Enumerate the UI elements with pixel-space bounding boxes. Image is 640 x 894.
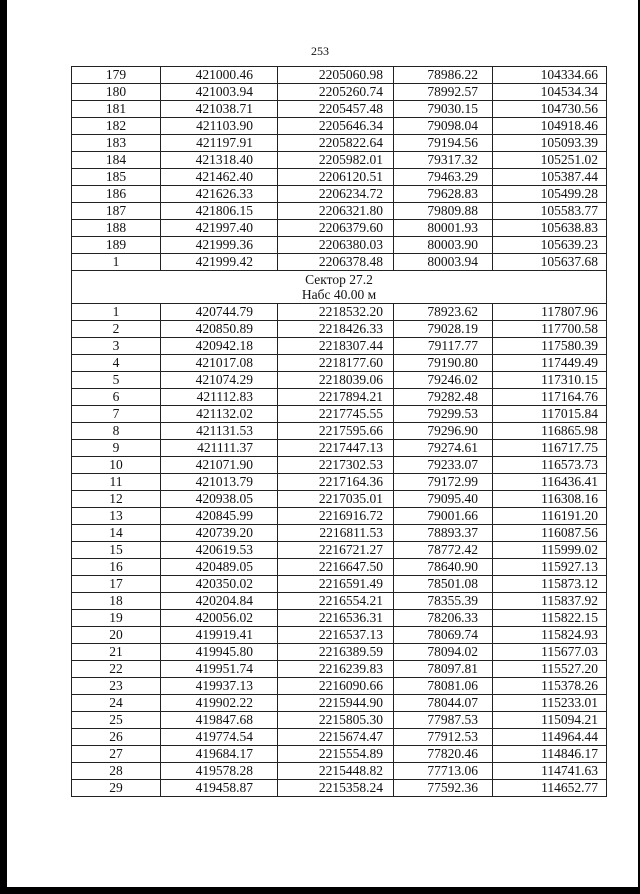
coord-x-local-cell: 79317.32 <box>394 152 493 169</box>
coord-y-cell: 2205822.64 <box>278 135 394 152</box>
coord-y-local-cell: 117164.76 <box>493 389 607 406</box>
coord-y-local-cell: 116436.41 <box>493 474 607 491</box>
coord-x-local-cell: 79463.29 <box>394 169 493 186</box>
coord-y-local-cell: 115378.26 <box>493 678 607 695</box>
coord-y-local-cell: 115233.01 <box>493 695 607 712</box>
section-header-group <box>72 271 607 304</box>
coord-x-cell: 420850.89 <box>161 321 278 338</box>
coord-x-cell: 421132.02 <box>161 406 278 423</box>
table-row <box>72 559 607 576</box>
coord-y-cell: 2217302.53 <box>278 457 394 474</box>
coord-y-local-cell: 115822.15 <box>493 610 607 627</box>
point-number-cell: 26 <box>72 729 161 746</box>
coord-x-cell: 420619.53 <box>161 542 278 559</box>
coord-x-cell: 420744.79 <box>161 304 278 321</box>
coord-x-local-cell: 79246.02 <box>394 372 493 389</box>
coord-x-local-cell: 80003.90 <box>394 237 493 254</box>
coord-x-local-cell: 78640.90 <box>394 559 493 576</box>
coord-x-cell: 420056.02 <box>161 610 278 627</box>
coord-y-local-cell: 115999.02 <box>493 542 607 559</box>
section-title: Сектор 27.2 <box>305 272 373 287</box>
coord-y-cell: 2218039.06 <box>278 372 394 389</box>
table-row <box>72 729 607 746</box>
point-number-cell: 183 <box>72 135 161 152</box>
coord-x-local-cell: 78044.07 <box>394 695 493 712</box>
coord-x-local-cell: 78069.74 <box>394 627 493 644</box>
coord-y-cell: 2218307.44 <box>278 338 394 355</box>
point-number-cell: 22 <box>72 661 161 678</box>
coord-x-local-cell: 78501.08 <box>394 576 493 593</box>
coord-x-local-cell: 79299.53 <box>394 406 493 423</box>
coord-y-cell: 2216554.21 <box>278 593 394 610</box>
point-number-cell: 189 <box>72 237 161 254</box>
coord-x-cell: 421997.40 <box>161 220 278 237</box>
coord-x-local-cell: 78097.81 <box>394 661 493 678</box>
coord-x-local-cell: 79282.48 <box>394 389 493 406</box>
coord-x-local-cell: 79172.99 <box>394 474 493 491</box>
coord-y-local-cell: 117449.49 <box>493 355 607 372</box>
coord-y-cell: 2216811.53 <box>278 525 394 542</box>
coord-y-cell: 2205646.34 <box>278 118 394 135</box>
coord-x-cell: 419684.17 <box>161 746 278 763</box>
point-number-cell: 11 <box>72 474 161 491</box>
coord-y-local-cell: 116191.20 <box>493 508 607 525</box>
table-row <box>72 695 607 712</box>
point-number-cell: 6 <box>72 389 161 406</box>
coord-y-local-cell: 105583.77 <box>493 203 607 220</box>
coord-y-cell: 2206120.51 <box>278 169 394 186</box>
coord-y-cell: 2216721.27 <box>278 542 394 559</box>
coord-x-local-cell: 78992.57 <box>394 84 493 101</box>
coord-y-local-cell: 116717.75 <box>493 440 607 457</box>
coord-y-local-cell: 115927.13 <box>493 559 607 576</box>
coord-y-cell: 2206234.72 <box>278 186 394 203</box>
coord-x-cell: 420938.05 <box>161 491 278 508</box>
coord-x-local-cell: 79190.80 <box>394 355 493 372</box>
coord-x-local-cell: 78986.22 <box>394 67 493 84</box>
point-number-cell: 182 <box>72 118 161 135</box>
point-number-cell: 3 <box>72 338 161 355</box>
coord-y-cell: 2205982.01 <box>278 152 394 169</box>
table-row <box>72 780 607 797</box>
table-row <box>72 372 607 389</box>
coord-x-local-cell: 80003.94 <box>394 254 493 271</box>
coord-y-cell: 2215944.90 <box>278 695 394 712</box>
table-row <box>72 186 607 203</box>
coord-y-local-cell: 115873.12 <box>493 576 607 593</box>
table-row <box>72 254 607 271</box>
table-row <box>72 457 607 474</box>
coord-y-local-cell: 114741.63 <box>493 763 607 780</box>
coord-x-cell: 421000.46 <box>161 67 278 84</box>
point-number-cell: 17 <box>72 576 161 593</box>
point-number-cell: 13 <box>72 508 161 525</box>
scan-border-left <box>0 0 7 894</box>
coord-y-cell: 2216389.59 <box>278 644 394 661</box>
section-subtitle: Набс 40.00 м <box>301 287 377 302</box>
table-row <box>72 678 607 695</box>
table-row <box>72 627 607 644</box>
coord-x-local-cell: 79274.61 <box>394 440 493 457</box>
coord-y-local-cell: 117807.96 <box>493 304 607 321</box>
coord-y-local-cell: 114652.77 <box>493 780 607 797</box>
coord-y-local-cell: 115824.93 <box>493 627 607 644</box>
point-number-cell: 8 <box>72 423 161 440</box>
table-body-before-section <box>72 67 607 271</box>
table-row <box>72 491 607 508</box>
point-number-cell: 21 <box>72 644 161 661</box>
coord-x-cell: 420204.84 <box>161 593 278 610</box>
coord-y-cell: 2206380.03 <box>278 237 394 254</box>
table-row <box>72 576 607 593</box>
coord-x-local-cell: 77987.53 <box>394 712 493 729</box>
coord-x-local-cell: 79296.90 <box>394 423 493 440</box>
coord-x-local-cell: 77713.06 <box>394 763 493 780</box>
coord-y-cell: 2217447.13 <box>278 440 394 457</box>
coord-y-local-cell: 117700.58 <box>493 321 607 338</box>
coord-y-cell: 2215554.89 <box>278 746 394 763</box>
coord-x-cell: 419458.87 <box>161 780 278 797</box>
table-row <box>72 338 607 355</box>
table-row <box>72 169 607 186</box>
table-row <box>72 763 607 780</box>
table-row <box>72 440 607 457</box>
coord-y-local-cell: 105093.39 <box>493 135 607 152</box>
coord-x-local-cell: 78923.62 <box>394 304 493 321</box>
coord-x-local-cell: 79194.56 <box>394 135 493 152</box>
coord-y-local-cell: 117580.39 <box>493 338 607 355</box>
page-number: 253 <box>311 44 329 58</box>
coord-x-local-cell: 78355.39 <box>394 593 493 610</box>
coord-x-local-cell: 78094.02 <box>394 644 493 661</box>
point-number-cell: 1 <box>72 304 161 321</box>
coord-y-local-cell: 105387.44 <box>493 169 607 186</box>
coord-y-cell: 2215805.30 <box>278 712 394 729</box>
coord-x-cell: 421999.42 <box>161 254 278 271</box>
coord-x-cell: 421318.40 <box>161 152 278 169</box>
point-number-cell: 20 <box>72 627 161 644</box>
coord-y-local-cell: 116573.73 <box>493 457 607 474</box>
point-number-cell: 10 <box>72 457 161 474</box>
coord-y-cell: 2216239.83 <box>278 661 394 678</box>
coord-y-cell: 2205260.74 <box>278 84 394 101</box>
point-number-cell: 179 <box>72 67 161 84</box>
coord-x-local-cell: 77592.36 <box>394 780 493 797</box>
point-number-cell: 181 <box>72 101 161 118</box>
point-number-cell: 5 <box>72 372 161 389</box>
table-row <box>72 203 607 220</box>
coord-x-cell: 421071.90 <box>161 457 278 474</box>
coord-x-cell: 421999.36 <box>161 237 278 254</box>
coord-y-cell: 2216537.13 <box>278 627 394 644</box>
table-row <box>72 474 607 491</box>
coord-y-cell: 2218426.33 <box>278 321 394 338</box>
table-row <box>72 525 607 542</box>
coord-x-cell: 421074.29 <box>161 372 278 389</box>
coord-x-local-cell: 79233.07 <box>394 457 493 474</box>
point-number-cell: 184 <box>72 152 161 169</box>
coord-y-local-cell: 105638.83 <box>493 220 607 237</box>
coord-x-cell: 419578.28 <box>161 763 278 780</box>
coord-x-local-cell: 78081.06 <box>394 678 493 695</box>
coord-x-local-cell: 80001.93 <box>394 220 493 237</box>
point-number-cell: 186 <box>72 186 161 203</box>
coord-y-local-cell: 117310.15 <box>493 372 607 389</box>
point-number-cell: 188 <box>72 220 161 237</box>
table-row <box>72 610 607 627</box>
point-number-cell: 23 <box>72 678 161 695</box>
coord-y-local-cell: 105251.02 <box>493 152 607 169</box>
section-header-row <box>72 271 607 304</box>
coord-x-cell: 419774.54 <box>161 729 278 746</box>
coord-y-cell: 2205060.98 <box>278 67 394 84</box>
coord-y-local-cell: 116865.98 <box>493 423 607 440</box>
coord-y-local-cell: 116308.16 <box>493 491 607 508</box>
coord-y-cell: 2216090.66 <box>278 678 394 695</box>
coord-y-local-cell: 115094.21 <box>493 712 607 729</box>
coord-y-local-cell: 116087.56 <box>493 525 607 542</box>
coord-x-local-cell: 79809.88 <box>394 203 493 220</box>
coord-y-local-cell: 115677.03 <box>493 644 607 661</box>
coord-x-cell: 421103.90 <box>161 118 278 135</box>
coord-x-cell: 420845.99 <box>161 508 278 525</box>
coord-y-cell: 2215448.82 <box>278 763 394 780</box>
coord-x-cell: 421038.71 <box>161 101 278 118</box>
coord-x-local-cell: 77820.46 <box>394 746 493 763</box>
table-row <box>72 118 607 135</box>
coord-y-cell: 2217164.36 <box>278 474 394 491</box>
coord-y-cell: 2215358.24 <box>278 780 394 797</box>
coord-x-cell: 421131.53 <box>161 423 278 440</box>
coord-y-cell: 2217745.55 <box>278 406 394 423</box>
point-number-cell: 25 <box>72 712 161 729</box>
coord-x-cell: 419945.80 <box>161 644 278 661</box>
point-number-cell: 1 <box>72 254 161 271</box>
coordinates-table <box>71 66 607 797</box>
table-row <box>72 321 607 338</box>
coord-x-local-cell: 79001.66 <box>394 508 493 525</box>
coord-y-local-cell: 117015.84 <box>493 406 607 423</box>
coord-x-cell: 419937.13 <box>161 678 278 695</box>
point-number-cell: 19 <box>72 610 161 627</box>
coord-x-cell: 419847.68 <box>161 712 278 729</box>
coord-x-local-cell: 77912.53 <box>394 729 493 746</box>
point-number-cell: 9 <box>72 440 161 457</box>
table-row <box>72 389 607 406</box>
section-header-cell <box>72 271 607 304</box>
point-number-cell: 180 <box>72 84 161 101</box>
table-row <box>72 406 607 423</box>
table-row <box>72 101 607 118</box>
coord-y-cell: 2216647.50 <box>278 559 394 576</box>
point-number-cell: 187 <box>72 203 161 220</box>
scan-border-bottom <box>0 887 640 894</box>
table-row <box>72 67 607 84</box>
coord-y-cell: 2216536.31 <box>278 610 394 627</box>
coord-y-cell: 2206378.48 <box>278 254 394 271</box>
coord-y-local-cell: 114964.44 <box>493 729 607 746</box>
coord-y-local-cell: 104730.56 <box>493 101 607 118</box>
coord-y-cell: 2206321.80 <box>278 203 394 220</box>
coord-y-local-cell: 104534.34 <box>493 84 607 101</box>
table-row <box>72 542 607 559</box>
point-number-cell: 18 <box>72 593 161 610</box>
coord-x-local-cell: 79028.19 <box>394 321 493 338</box>
coord-x-cell: 421462.40 <box>161 169 278 186</box>
point-number-cell: 12 <box>72 491 161 508</box>
coord-y-local-cell: 104334.66 <box>493 67 607 84</box>
coord-x-cell: 421112.83 <box>161 389 278 406</box>
coord-y-cell: 2216591.49 <box>278 576 394 593</box>
coord-x-cell: 421626.33 <box>161 186 278 203</box>
coord-y-local-cell: 105639.23 <box>493 237 607 254</box>
coord-y-local-cell: 114846.17 <box>493 746 607 763</box>
coord-x-cell: 420942.18 <box>161 338 278 355</box>
coord-y-cell: 2206379.60 <box>278 220 394 237</box>
table-row <box>72 508 607 525</box>
table-row <box>72 593 607 610</box>
coord-x-cell: 421013.79 <box>161 474 278 491</box>
coord-x-local-cell: 78772.42 <box>394 542 493 559</box>
table-row <box>72 304 607 321</box>
coord-x-cell: 421806.15 <box>161 203 278 220</box>
table-row <box>72 237 607 254</box>
table-body-after-section <box>72 304 607 797</box>
point-number-cell: 7 <box>72 406 161 423</box>
coord-y-cell: 2217894.21 <box>278 389 394 406</box>
point-number-cell: 15 <box>72 542 161 559</box>
coord-y-cell: 2216916.72 <box>278 508 394 525</box>
point-number-cell: 24 <box>72 695 161 712</box>
coord-x-cell: 421003.94 <box>161 84 278 101</box>
point-number-cell: 29 <box>72 780 161 797</box>
table-row <box>72 84 607 101</box>
point-number-cell: 27 <box>72 746 161 763</box>
coord-y-cell: 2218177.60 <box>278 355 394 372</box>
table-row <box>72 746 607 763</box>
point-number-cell: 14 <box>72 525 161 542</box>
point-number-cell: 185 <box>72 169 161 186</box>
table-row <box>72 220 607 237</box>
table-row <box>72 644 607 661</box>
point-number-cell: 4 <box>72 355 161 372</box>
coord-x-cell: 420350.02 <box>161 576 278 593</box>
coord-x-local-cell: 79098.04 <box>394 118 493 135</box>
table-row <box>72 423 607 440</box>
coord-y-local-cell: 105637.68 <box>493 254 607 271</box>
coord-y-local-cell: 115837.92 <box>493 593 607 610</box>
coord-x-cell: 421017.08 <box>161 355 278 372</box>
coord-x-cell: 421197.91 <box>161 135 278 152</box>
coord-x-cell: 420489.05 <box>161 559 278 576</box>
coord-x-cell: 419951.74 <box>161 661 278 678</box>
coord-y-cell: 2217595.66 <box>278 423 394 440</box>
coord-y-cell: 2218532.20 <box>278 304 394 321</box>
coord-x-local-cell: 78893.37 <box>394 525 493 542</box>
table-row <box>72 661 607 678</box>
coord-y-local-cell: 104918.46 <box>493 118 607 135</box>
coord-x-local-cell: 79628.83 <box>394 186 493 203</box>
table-row <box>72 712 607 729</box>
coord-x-local-cell: 79117.77 <box>394 338 493 355</box>
table-row <box>72 355 607 372</box>
point-number-cell: 16 <box>72 559 161 576</box>
point-number-cell: 28 <box>72 763 161 780</box>
coord-x-cell: 419919.41 <box>161 627 278 644</box>
coord-y-local-cell: 115527.20 <box>493 661 607 678</box>
coord-x-local-cell: 79030.15 <box>394 101 493 118</box>
coord-x-local-cell: 79095.40 <box>394 491 493 508</box>
coord-y-cell: 2215674.47 <box>278 729 394 746</box>
coord-y-cell: 2205457.48 <box>278 101 394 118</box>
point-number-cell: 2 <box>72 321 161 338</box>
coord-x-cell: 421111.37 <box>161 440 278 457</box>
table-row <box>72 152 607 169</box>
coord-x-local-cell: 78206.33 <box>394 610 493 627</box>
coord-x-cell: 420739.20 <box>161 525 278 542</box>
coord-x-cell: 419902.22 <box>161 695 278 712</box>
coord-y-local-cell: 105499.28 <box>493 186 607 203</box>
coord-y-cell: 2217035.01 <box>278 491 394 508</box>
table-row <box>72 135 607 152</box>
